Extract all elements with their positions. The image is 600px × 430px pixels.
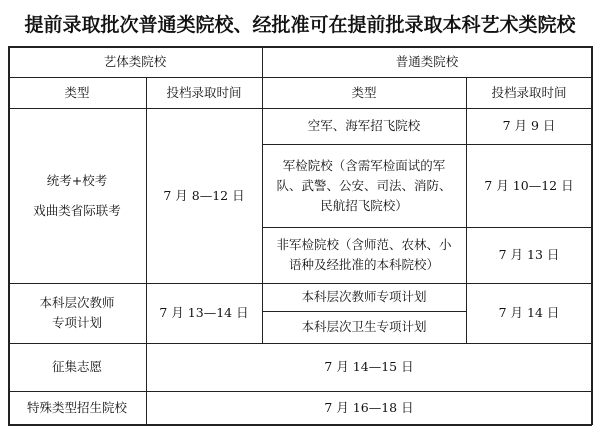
zhengji-time: 7 月 14—15 日 [324, 359, 414, 374]
art-time-header: 投档录取时间 [166, 84, 242, 100]
normal-time-header: 投档录取时间 [491, 84, 567, 100]
normal-group-header: 普通类院校 [395, 53, 459, 69]
normal-row-2-time: 7 月 10—12 日 [484, 177, 574, 193]
normal-row-2-type: 军检院校（含需军检面试的军队、武警、公安、司法、消防、民航招飞院校） [276, 157, 452, 213]
special-label: 特殊类型招生院校 [26, 399, 127, 415]
teacher-time: 7 月 13—14 日 [159, 305, 249, 320]
table-title: 提前录取批次普通类院校、经批准可在提前批录取本科艺术类院校 [24, 14, 576, 36]
normal-row-45-time: 7 月 14 日 [498, 305, 560, 320]
normal-row-1-time: 7 月 9 日 [502, 118, 556, 133]
special-time: 7 月 16—18 日 [324, 399, 414, 415]
art-main-time: 7 月 8—12 日 [163, 187, 245, 203]
normal-row-1-type: 空军、海军招飞院校 [307, 118, 421, 133]
rule-bottom [8, 424, 592, 426]
normal-row-5-type: 本科层次卫生专项计划 [301, 319, 427, 334]
normal-type-header: 类型 [351, 84, 377, 100]
art-type-header: 类型 [64, 84, 90, 100]
zhengji-label: 征集志愿 [51, 359, 102, 374]
normal-row-4-type: 本科层次教师专项计划 [301, 289, 427, 304]
art-group-header: 艺体类院校 [103, 53, 167, 69]
teacher-line-1: 本科层次教师 [39, 295, 115, 310]
art-main-line-1: 统考+校考 [46, 172, 108, 188]
art-main-type [8, 108, 146, 283]
art-main-line-2: 戏曲类省际联考 [33, 202, 121, 218]
normal-row-3-type: 非军检院校（含师范、农林、小语种及经批准的本科院校） [276, 237, 452, 272]
normal-row-3-time: 7 月 13 日 [498, 247, 560, 262]
teacher-line-2: 专项计划 [51, 315, 102, 330]
teacher-type [8, 283, 146, 343]
